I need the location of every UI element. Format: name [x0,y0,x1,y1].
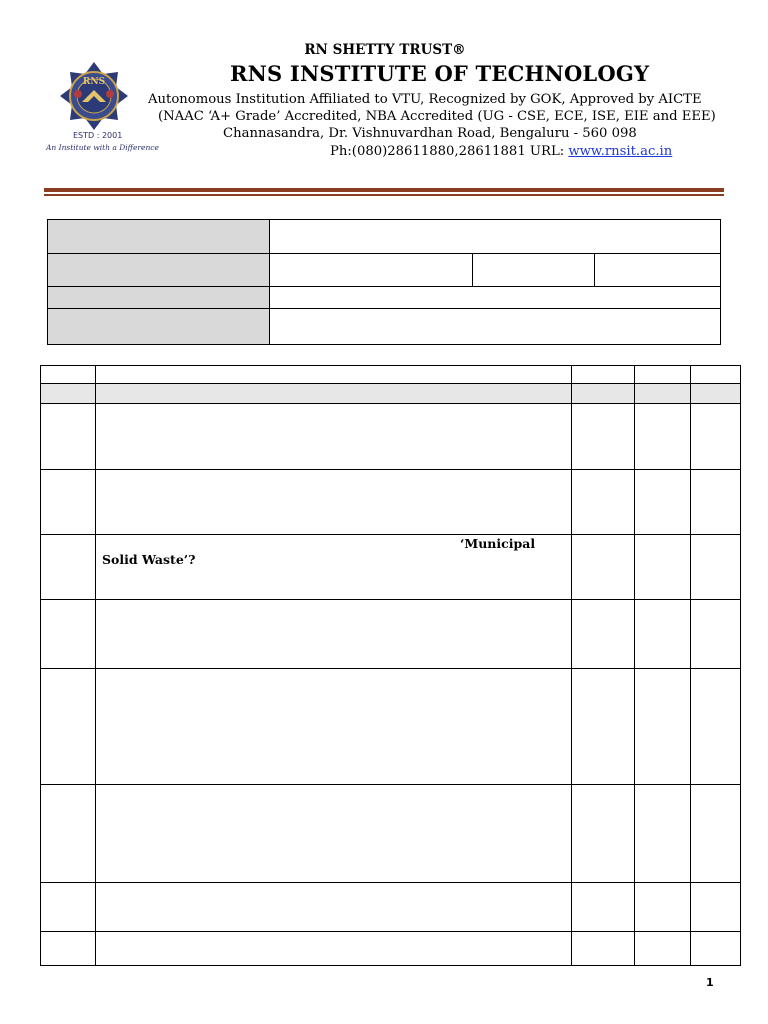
website-link[interactable]: www.rnsit.ac.in [568,144,673,159]
question-cell [96,600,572,669]
question-text-fragment: ‘Municipal [460,536,536,551]
answer-cell[interactable] [691,600,741,669]
answer-cell[interactable] [691,785,741,883]
phone-text: Ph:(080)28611880,28611881 URL: [330,144,569,159]
questions-table [40,365,741,966]
answer-cell[interactable] [691,932,741,966]
header-cell [572,366,635,384]
info-table [47,219,721,345]
accreditation-line: (NAAC ‘A+ Grade’ Accredited, NBA Accredited (UG - CSE, ECE, ISE, EIE and EEE) [158,109,716,124]
header-cell [635,366,691,384]
info-value-cell[interactable] [270,309,721,345]
question-cell [96,932,572,966]
info-value-cell[interactable] [270,220,721,254]
number-cell [41,932,96,966]
table-subheader-row [41,384,741,404]
number-cell [41,600,96,669]
info-value-cell[interactable] [473,254,595,287]
info-label-cell [48,309,270,345]
table-row [41,932,741,966]
question-text-fragment: Solid Waste’? [102,552,196,567]
number-cell [41,404,96,470]
answer-cell[interactable] [635,883,691,932]
answer-cell[interactable] [635,669,691,785]
subheader-cell [635,384,691,404]
answer-cell[interactable] [635,932,691,966]
info-row [48,220,721,254]
table-row [41,404,741,470]
answer-cell[interactable] [635,535,691,600]
answer-cell[interactable] [691,404,741,470]
header-rule-thin [44,194,724,196]
header-cell [691,366,741,384]
trust-name: RN SHETTY TRUST® [304,42,466,58]
table-row [41,600,741,669]
question-cell [96,404,572,470]
header-cell [41,366,96,384]
info-label-cell [48,220,270,254]
answer-cell[interactable] [691,535,741,600]
answer-cell[interactable] [691,470,741,535]
answer-cell[interactable] [635,785,691,883]
table-row [41,535,741,600]
subheader-cell [96,384,572,404]
number-cell [41,470,96,535]
logo-estd: ESTD : 2001 [73,131,123,140]
subheader-cell [41,384,96,404]
answer-cell[interactable] [572,669,635,785]
info-label-cell [48,287,270,309]
logo-text: RNS [82,77,106,87]
info-value-cell[interactable] [270,287,721,309]
subheader-cell [691,384,741,404]
info-row [48,309,721,345]
number-cell [41,535,96,600]
answer-cell[interactable] [635,404,691,470]
header-cell [96,366,572,384]
answer-cell[interactable] [572,883,635,932]
affiliation-line: Autonomous Institution Affiliated to VTU, Recognized by GOK, Approved by AICTE [148,92,702,107]
table-header-row [41,366,741,384]
answer-cell[interactable] [572,600,635,669]
question-cell [96,669,572,785]
table-row [41,785,741,883]
institute-name: RNS INSTITUTE OF TECHNOLOGY [230,61,650,86]
info-label-cell [48,254,270,287]
info-value-cell[interactable] [595,254,721,287]
info-row [48,287,721,309]
table-row [41,470,741,535]
subheader-cell [572,384,635,404]
question-cell [96,470,572,535]
answer-cell[interactable] [572,404,635,470]
info-row [48,254,721,287]
answer-cell[interactable] [572,785,635,883]
answer-cell[interactable] [572,470,635,535]
address-line: Channasandra, Dr. Vishnuvardhan Road, Bengaluru - 560 098 [223,126,637,141]
answer-cell[interactable] [635,600,691,669]
number-cell [41,669,96,785]
contact-line [330,144,672,159]
question-cell [96,883,572,932]
number-cell [41,883,96,932]
table-row [41,669,741,785]
info-value-cell[interactable] [270,254,473,287]
number-cell [41,785,96,883]
question-cell [96,785,572,883]
header-rule-thick [44,188,724,192]
answer-cell[interactable] [572,932,635,966]
page-number: 1 [706,976,714,989]
answer-cell[interactable] [691,669,741,785]
answer-cell[interactable] [572,535,635,600]
logo-tagline: An Institute with a Difference [46,143,159,152]
answer-cell[interactable] [691,883,741,932]
table-row [41,883,741,932]
answer-cell[interactable] [635,470,691,535]
